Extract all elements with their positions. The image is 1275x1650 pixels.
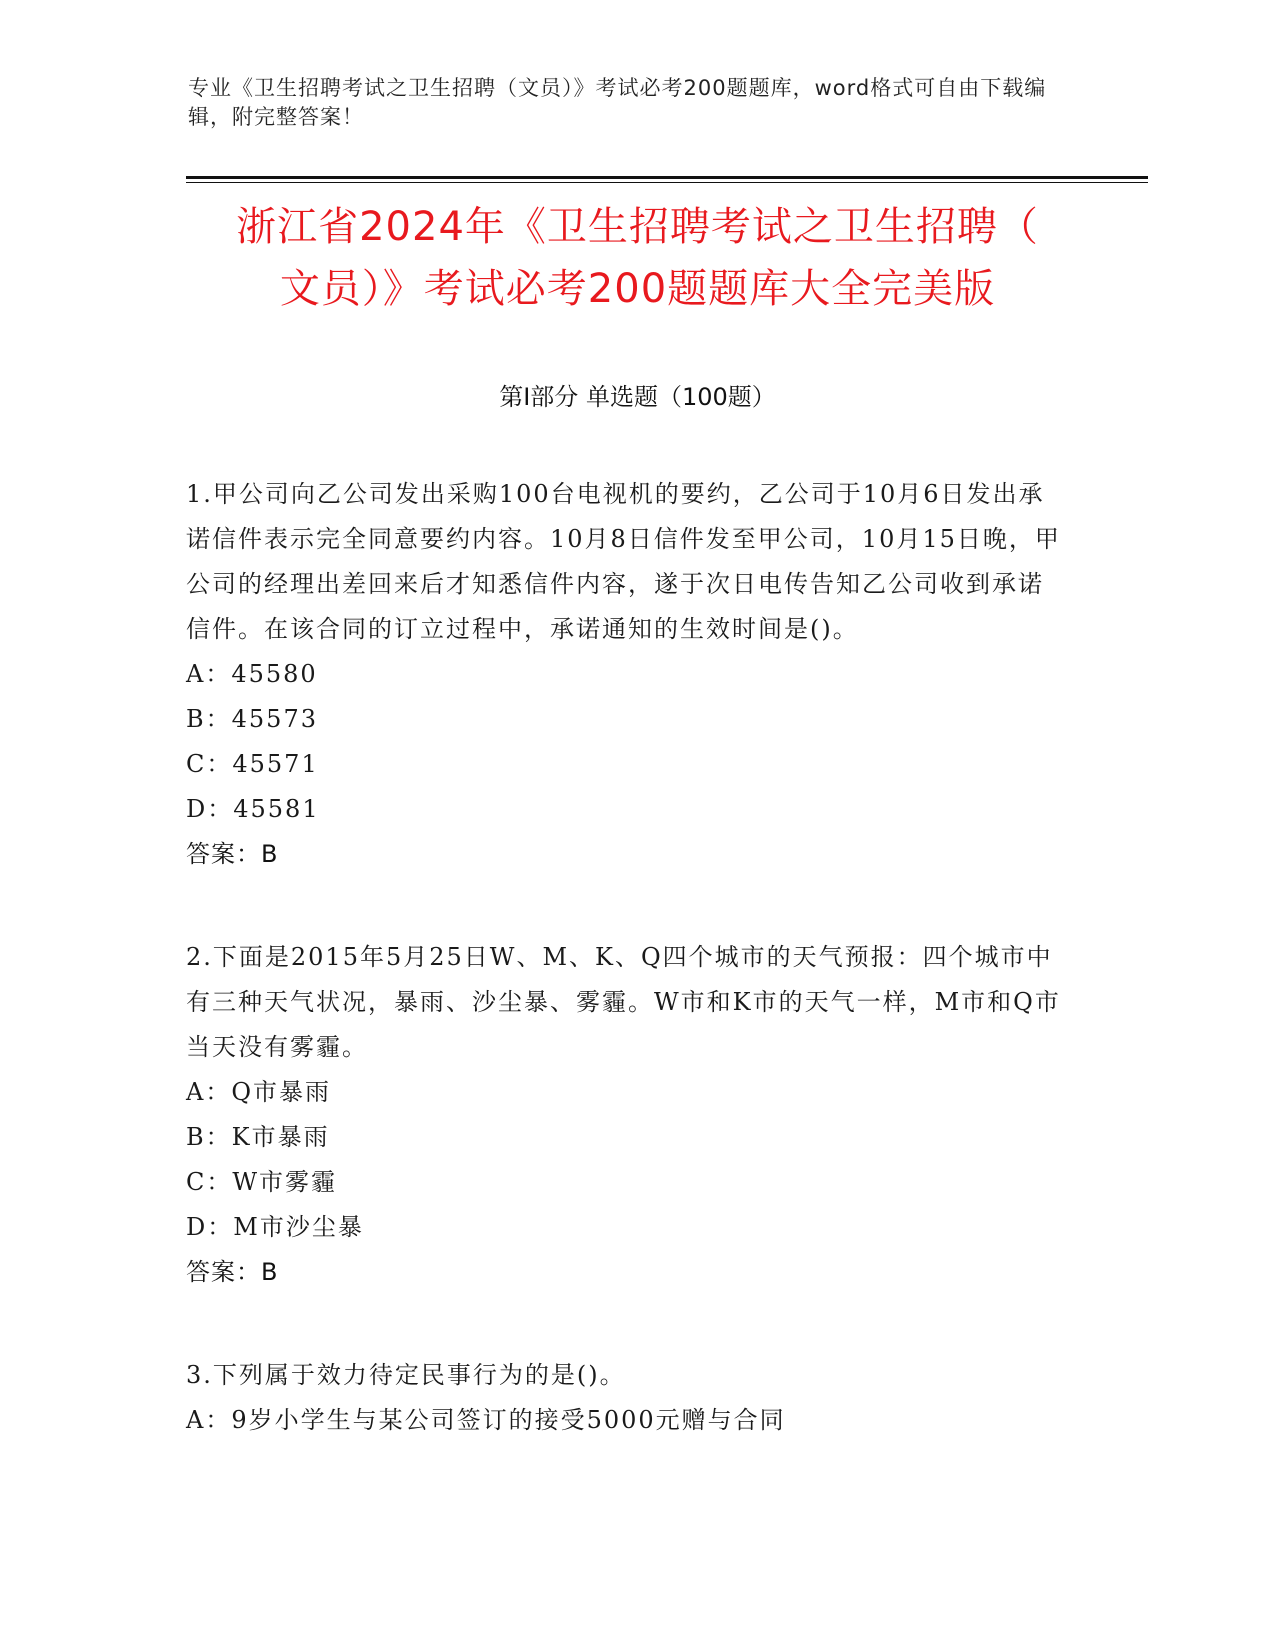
question-text: 2.下面是2015年5月25日W、M、K、Q四个城市的天气预报：四个城市中有三种天气状况，暴雨、沙尘暴、雾霾。W市和K市的天气一样，M市和Q市当天没有雾霾。 [186,943,1061,1061]
option-a: A：Q市暴雨 [186,1078,332,1106]
answer: 答案：B [186,840,279,868]
document-title-line-2: 文员）》考试必考200题题库大全完美版 [279,266,996,312]
option-b: B：45573 [186,705,318,733]
question-3 [186,1353,1066,1443]
header-note: 专业《卫生招聘考试之卫生招聘（文员）》考试必考200题题库，word格式可自由下载编辑，附完整答案！ [188,76,1047,129]
option-c: C：45571 [186,750,319,778]
header-divider-thick [186,176,1148,179]
question-2 [186,935,1066,1295]
question-text: 3.下列属于效力待定民事行为的是()。 [186,1361,626,1389]
question-text: 1.甲公司向乙公司发出采购100台电视机的要约，乙公司于10月6日发出承诺信件表示完全同意要约内容。10月8日信件发至甲公司，10月15日晚，甲公司的经理出差回来后才知悉信件内容，遂于次日电传告知乙公司收到承诺信件。在该合同的订立过程中，承诺通知的生效时间是()。 [186,480,1061,643]
section-heading: 第Ⅰ部分 单选题（100题） [499,383,776,411]
option-a: A：45580 [186,660,318,688]
answer: 答案：B [186,1258,279,1286]
header-divider-thin [186,182,1148,183]
document-title [150,196,1125,320]
option-b: B：K市暴雨 [186,1123,330,1151]
option-c: C：W市雾霾 [186,1168,338,1196]
option-a: A：9岁小学生与某公司签订的接受5000元赠与合同 [186,1406,786,1434]
document-title-line-1: 浙江省2024年《卫生招聘考试之卫生招聘（ [236,204,1039,250]
question-1 [186,472,1066,877]
option-d: D：45581 [186,795,320,823]
question-list [186,472,1066,1501]
option-d: D：M市沙尘暴 [186,1213,364,1241]
